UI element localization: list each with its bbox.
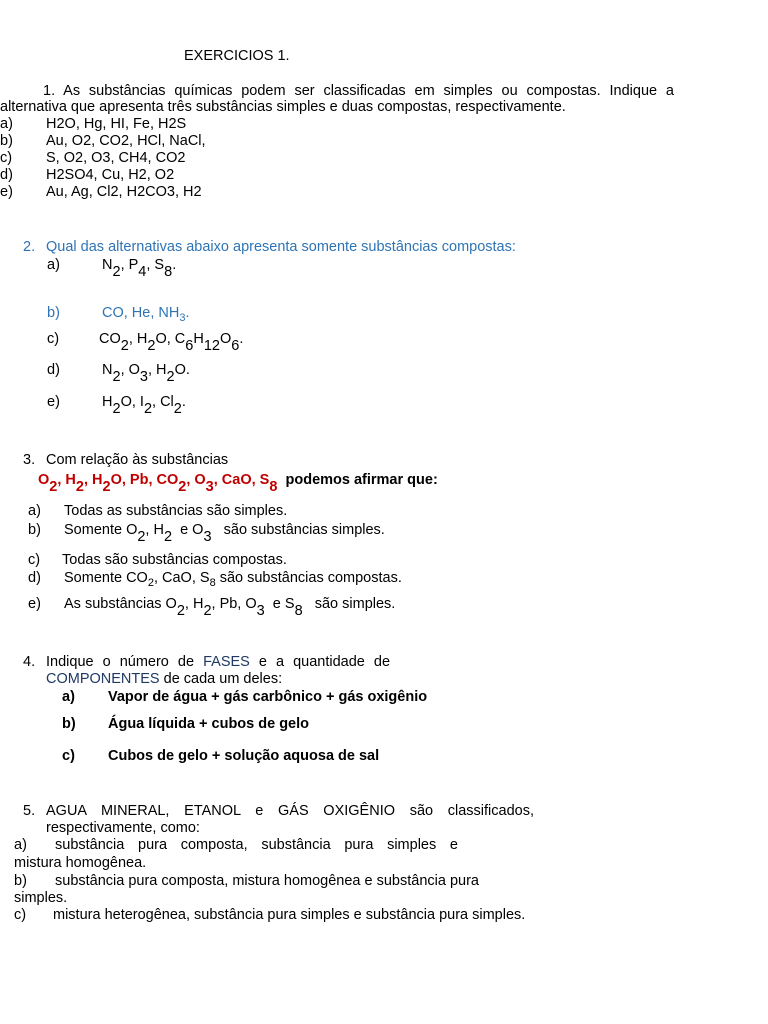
q3-option-e-letter: e) — [28, 596, 41, 612]
q1-option-letter: e) — [0, 184, 13, 200]
q5-statement-line2: respectivamente, como: — [46, 820, 200, 836]
q5-option-a-continuation: mistura homogênea. — [14, 855, 147, 871]
q3-option-a-text: Todas as substâncias são simples. — [64, 503, 288, 519]
q1-option-letter: a) — [0, 116, 13, 132]
q2-option-b-letter: b) — [47, 305, 60, 321]
q2-option-c-formula: CO2, H2O, C6H12O6. — [99, 331, 244, 354]
q2-number: 2. — [23, 239, 36, 255]
q4-fases-keyword: FASES — [203, 654, 250, 670]
q4-text-b: e a quantidade de — [258, 654, 391, 670]
q4-componentes-keyword: COMPONENTES — [46, 671, 160, 687]
q4-item-text: Vapor de água + gás carbônico + gás oxigênio — [108, 689, 428, 705]
q3-option-b-text: Somente O2, H2 e O3 são substâncias simples. — [64, 522, 385, 545]
q1-option-text: Au, O2, CO2, HCl, NaCl, — [46, 133, 206, 149]
q5-option-c-text: mistura heterogênea, substância pura simples e substância pura simples. — [53, 907, 526, 923]
q3-option-a-letter: a) — [28, 503, 41, 519]
q2-option-e-formula: H2O, I2, Cl2. — [102, 394, 186, 417]
q2-option-b-formula — [102, 305, 190, 324]
q4-item-text: Cubos de gelo + solução aquosa de sal — [108, 748, 380, 764]
q2-option-d-letter: d) — [47, 362, 60, 378]
q2-option-b-end: . — [185, 305, 190, 321]
q5-option-a-text: substância pura composta, substância pura simples e — [55, 837, 458, 853]
q2-option-a-letter: a) — [47, 257, 60, 273]
q2-option-b-text: CO, He, NH — [102, 305, 180, 321]
q4-text-tail: de cada um deles: — [163, 671, 283, 687]
q5-option-a-letter: a) — [14, 837, 27, 853]
q2-statement: Qual das alternativas abaixo apresenta somente substâncias compostas: — [46, 239, 516, 255]
q3-option-c-letter: c) — [28, 552, 41, 568]
q5-option-b-continuation: simples. — [14, 890, 68, 906]
q3-option-d-mid: , CaO, S — [153, 570, 210, 586]
q3-option-c-text: Todas são substâncias compostas. — [62, 552, 287, 568]
q5-option-c-letter: c) — [14, 907, 27, 923]
q2-option-e-letter: e) — [47, 394, 60, 410]
q2-option-c-letter: c) — [47, 331, 60, 347]
page-title: EXERCICIOS 1. — [184, 48, 290, 64]
q1-option-letter: c) — [0, 150, 13, 166]
q3-option-d-tail: são substâncias compostas. — [215, 570, 402, 586]
q5-number: 5. — [23, 803, 36, 819]
q5-option-b-letter: b) — [14, 873, 27, 889]
q1-option-text: H2SO4, Cu, H2, O2 — [46, 167, 175, 183]
q4-item-letter: c) — [62, 748, 75, 764]
q1-option-text: H2O, Hg, HI, Fe, H2S — [46, 116, 187, 132]
q3-statement: Com relação às substâncias — [46, 452, 229, 468]
q3-option-b-prefix: Somente O — [64, 522, 138, 538]
q1-statement-line2: alternativa que apresenta três substâncias simples e duas compostas, respectivamente. — [0, 99, 566, 115]
q3-option-d-text: Somente $CO_2$, CaO, $S_8$ são substâncias compostas. — [64, 570, 402, 589]
q1-option-text: S, O2, O3, CH4, CO2 — [46, 150, 186, 166]
q4-statement-line2 — [46, 672, 282, 687]
q2-option-d-formula: N2, O3, H2O. — [102, 362, 190, 385]
q3-option-d-prefix: Somente CO — [64, 570, 148, 586]
q1-option-letter: b) — [0, 133, 13, 149]
q2-option-b-subscript: 3 — [179, 312, 186, 324]
q1-option-text: Au, Ag, Cl2, H2CO3, H2 — [46, 184, 202, 200]
q1-statement-line1: 1. As substâncias químicas podem ser classificadas em simples ou compostas. Indique a — [43, 83, 674, 99]
q3-option-b-tail: são substâncias simples. — [223, 522, 385, 538]
q5-option-b-text: substância pura composta, mistura homogênea e substância pura — [55, 873, 479, 889]
q4-item-letter: b) — [62, 716, 76, 732]
q3-option-e-prefix: As substâncias O — [64, 596, 177, 612]
q4-number: 4. — [23, 654, 36, 670]
q3-substances-list: O2, H2, H2O, Pb, CO2, O3, CaO, S8 — [38, 472, 278, 495]
q3-option-d-letter: d) — [28, 570, 41, 586]
q4-item-text: Água líquida + cubos de gelo — [108, 716, 310, 732]
q2-option-a-formula: N2, P4, S8. — [102, 257, 177, 280]
q4-item-letter: a) — [62, 689, 75, 705]
q3-number: 3. — [23, 452, 36, 468]
q3-formula-tail: podemos afirmar que: — [285, 472, 438, 488]
q3-option-e-text: As substâncias O2, H2, Pb, O3 e S8 são simples. — [64, 596, 396, 619]
q4-text-a: Indique o número de — [46, 654, 195, 670]
q1-option-letter: d) — [0, 167, 13, 183]
q5-statement-line1: AGUA MINERAL, ETANOL e GÁS OXIGÊNIO são classificados, — [46, 803, 534, 819]
q3-formula-line — [38, 472, 438, 495]
q3-option-e-tail: são simples. — [314, 596, 396, 612]
q4-statement-line1 — [46, 655, 390, 670]
q3-option-b-letter: b) — [28, 522, 41, 538]
